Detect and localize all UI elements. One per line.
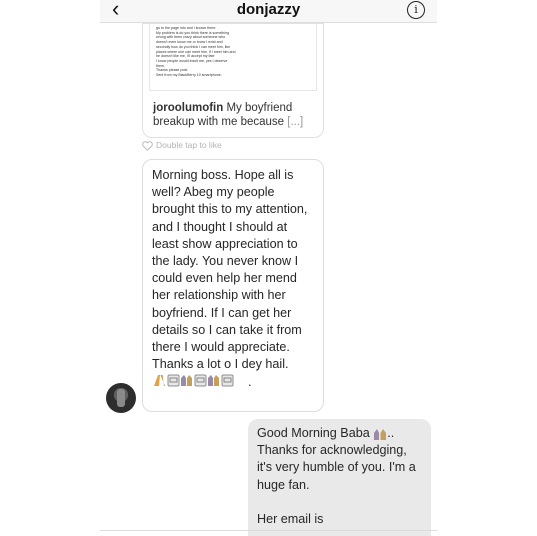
incoming-message-text: Morning boss. Hope all is well? Abeg my people brought this to my attention, and I thought I should at least show appreciation to the lady. You never know I could even help her mend her relationship with her boyfriend. If I can get her details so I can take it from there I would appreciate. Thanks a lot o I dey hail. — [152, 168, 308, 372]
emoji-row — [152, 373, 248, 392]
image-text-line: wrong with been crazy about someone who — [156, 35, 226, 40]
double-tap-hint — [142, 140, 222, 151]
raising-hands-icon — [208, 375, 219, 386]
image-text-line: Thanks please post. — [156, 68, 189, 73]
shared-post-caption-text: My boyfriend breakup with me because — [153, 102, 293, 128]
emoji-icons — [152, 373, 248, 387]
image-text-line: places where one can meet him. If I meet him and — [156, 49, 236, 54]
shared-post-caption — [153, 101, 318, 129]
shared-post-username[interactable]: joroolumofin — [153, 102, 224, 114]
folded-hands-icon — [154, 375, 165, 386]
outgoing-greeting-suffix: .. — [387, 426, 395, 440]
chevron-left-icon[interactable]: ‹ — [112, 0, 120, 21]
chat-title: donjazzy — [236, 1, 301, 18]
chat-screen — [100, 0, 437, 536]
shared-post-card[interactable] — [142, 23, 324, 138]
raising-hands-icon — [373, 428, 387, 440]
outgoing-line-1 — [257, 425, 423, 442]
image-text-line: go to the page into and I known there. — [156, 26, 217, 30]
double-tap-hint-text: Double tap to like — [156, 140, 222, 150]
outgoing-body: Thanks for acknowledging, it's very humble of you. I'm a huge fan. — [257, 443, 416, 492]
avatar[interactable] — [106, 383, 136, 413]
outgoing-greeting: Good Morning Baba — [257, 426, 370, 440]
image-text-line: I know people would insult me, yes I deserve — [156, 58, 228, 63]
image-text-line: he doesn't like me, I'll accept my fate — [156, 54, 215, 59]
shared-post-image[interactable] — [149, 24, 317, 91]
divider — [100, 530, 437, 531]
chat-header — [100, 0, 437, 23]
heart-icon — [142, 141, 153, 151]
image-text-line: Sent from my BlackBerry 10 smartphone. — [156, 73, 222, 78]
raising-hands-icon — [181, 375, 192, 386]
incoming-message-trailing: . — [248, 375, 252, 390]
incoming-message-bubble[interactable] — [142, 159, 324, 412]
image-text-line: My problem is do you think there is something — [156, 30, 230, 35]
image-text-line: secondly how do you think I can meet him, like — [156, 44, 231, 49]
image-text-line: them. — [156, 63, 165, 68]
info-icon[interactable]: i — [407, 1, 425, 19]
caption-more-link[interactable]: [...] — [287, 116, 304, 128]
outgoing-email-line: Her email is — [257, 511, 324, 526]
image-text-line: doesn't even know me or know I exist and — [156, 40, 223, 45]
outgoing-message-bubble[interactable] — [248, 419, 431, 536]
